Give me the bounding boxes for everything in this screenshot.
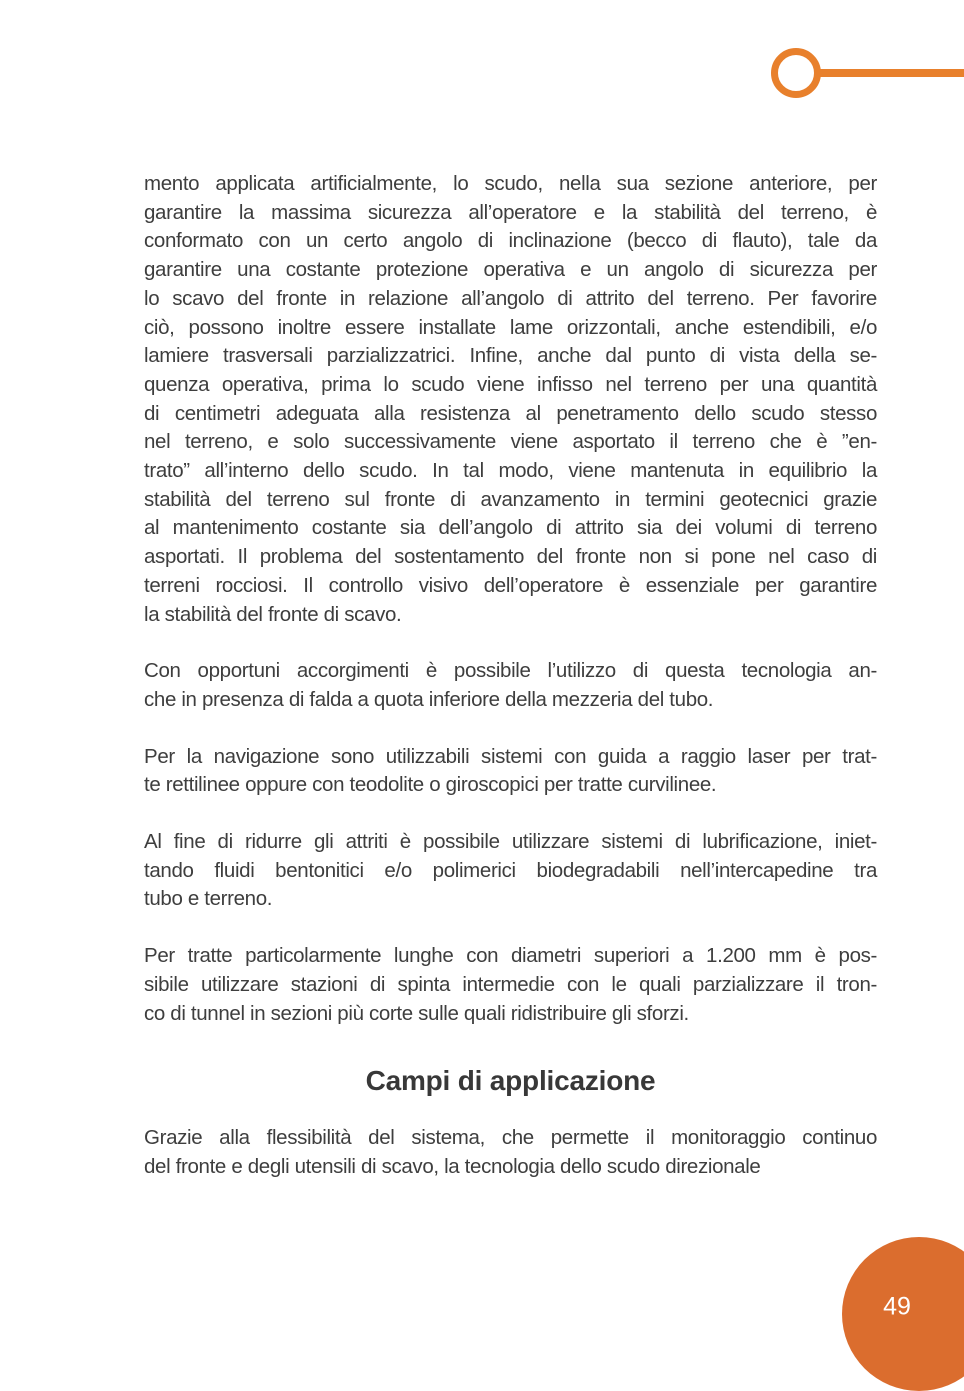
paragraph-line: lo scavo del fronte in relazione all’angolo di attrito del terreno. Per favorire — [144, 286, 877, 310]
paragraph — [144, 170, 877, 629]
paragraph-line: Al fine di ridurre gli attriti è possibile utilizzare sistemi di lubrificazione, iniet- — [144, 830, 877, 854]
page-number-badge — [842, 1237, 964, 1391]
paragraph-line: sibile utilizzare stazioni di spinta intermedie con le quali parzializzare il tron- — [144, 972, 877, 996]
paragraph-line: al mantenimento costante sia dell’angolo di attrito sia dei volumi di terreno — [144, 516, 877, 540]
paragraph-line: Per tratte particolarmente lunghe con diametri superiori a 1.200 mm è pos- — [144, 944, 877, 968]
paragraph-line: Con opportuni accorgimenti è possibile l’utilizzo di questa tecnologia an- — [144, 659, 877, 683]
paragraph-line: ciò, possono inoltre essere installate lame orizzontali, anche estendibili, e/o — [144, 315, 877, 339]
paragraph-line: tando fluidi bentonitici e/o polimerici biodegradabili nell’intercapedine tra — [144, 858, 877, 882]
text-flow — [144, 170, 877, 1210]
paragraph-line: tubo e terreno. — [144, 887, 273, 911]
paragraph-line: Grazie alla flessibilità del sistema, che permette il monitoraggio continuo — [144, 1126, 877, 1150]
paragraph-line: garantire la massima sicurezza all’operatore e la stabilità del terreno, è — [144, 200, 877, 224]
horizontal-rule-ornament — [818, 69, 964, 77]
paragraph-line: la stabilità del fronte di scavo. — [144, 602, 402, 626]
paragraph-line: del fronte e degli utensili di scavo, la tecnologia dello scudo direzionale — [144, 1154, 761, 1178]
page-number: 49 — [883, 1292, 911, 1321]
paragraph-line: conformato con un certo angolo di inclinazione (becco di flauto), tale da — [144, 229, 877, 253]
paragraph-line: mento applicata artificialmente, lo scudo, nella sua sezione anteriore, per — [144, 172, 877, 195]
paragraph-line: nel terreno, e solo successivamente viene asportato il terreno che è ”en- — [144, 430, 877, 454]
paragraph-line: quenza operativa, prima lo scudo viene infisso nel terreno per una quantità — [144, 372, 877, 396]
paragraph — [144, 743, 877, 800]
paragraph-line: che in presenza di falda a quota inferiore della mezzeria del tubo. — [144, 687, 714, 711]
paragraph-line: asportati. Il problema del sostentamento del fronte non si pone nel caso di — [144, 545, 877, 569]
paragraph-line: Per la navigazione sono utilizzabili sistemi con guida a raggio laser per trat- — [144, 744, 877, 768]
paragraph-line: lamiere trasversali parzializzatrici. Infine, anche dal punto di vista della se- — [144, 344, 877, 368]
paragraph-line: trato” all’interno dello scudo. In tal modo, viene mantenuta in equilibrio la — [144, 459, 877, 483]
paragraph-line: di centimetri adeguata alla resistenza al penetramento dello scudo stesso — [144, 401, 877, 425]
paragraph-line: te rettilinee oppure con teodolite o giroscopici per tratte curvilinee. — [144, 773, 717, 797]
paragraph-line: terreni rocciosi. Il controllo visivo dell’operatore è essenziale per garantire — [144, 573, 877, 597]
paragraph — [144, 1124, 877, 1181]
paragraph-line: co di tunnel in sezioni più corte sulle quali ridistribuire gli sforzi. — [144, 1001, 689, 1025]
paragraph — [144, 828, 877, 914]
ring-icon — [771, 48, 821, 98]
section-heading: Campi di applicazione — [365, 1065, 656, 1097]
paragraph-line: stabilità del terreno sul fronte di avanzamento in termini geotecnici grazie — [144, 487, 877, 511]
paragraph — [144, 657, 877, 714]
paragraph — [144, 942, 877, 1028]
paragraph-line: garantire una costante protezione operativa e un angolo di sicurezza per — [144, 258, 877, 282]
